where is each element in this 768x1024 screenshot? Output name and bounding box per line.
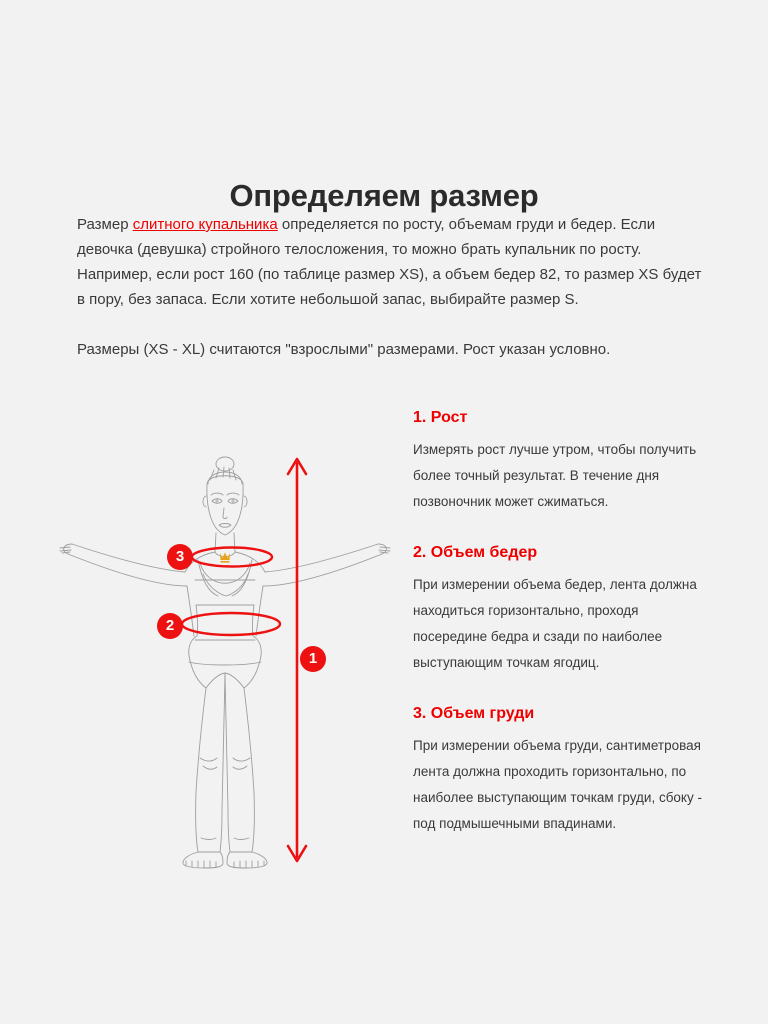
section-height xyxy=(413,408,703,515)
section-height-title: 1. Рост xyxy=(413,409,468,426)
section-height-body: Измерять рост лучше утром, чтобы получить более точный результат. В течение дня позвоночник может сжиматься. xyxy=(413,442,697,509)
badge-3-chest: 3 xyxy=(167,544,193,570)
chest-measure-ellipse xyxy=(192,548,272,567)
intro-paragraph-1 xyxy=(77,212,707,312)
section-chest-title: 3. Объем груди xyxy=(413,705,535,722)
brand-crown-logo-chest xyxy=(220,553,230,563)
page-title: Определяем размер xyxy=(229,177,539,213)
intro-paragraph-2: Размеры (XS - XL) считаются "взрослыми" размерами. Рост указан условно. xyxy=(77,341,611,358)
section-chest-body: При измерении объема груди, сантиметровая лента должна проходить горизонтально, по наиболее выступающим точкам груди, сбоку - под подмышечными впадинами. xyxy=(413,738,702,831)
intro-text-after-link: определяется по росту, объемам груди и бедер. Если девочка (девушка) стройного телосложения, то можно брать купальник по росту. Например, если рост 160 (по таблице размер XS), а объем бедер 82, то размер XS будет в пору, без запаса. Если хотите небольшой запас, выбирайте размер S. xyxy=(77,216,702,308)
intro-text-before-link: Размер xyxy=(77,216,133,233)
measurement-figure xyxy=(40,440,410,880)
swimsuit-link[interactable]: слитного купальника xyxy=(132,216,278,233)
female-figure-illustration xyxy=(40,440,410,880)
section-chest xyxy=(413,704,703,837)
section-hips xyxy=(413,543,703,676)
intro-block xyxy=(77,212,707,362)
measurement-sections xyxy=(413,408,703,837)
badge-2-hips: 2 xyxy=(157,613,183,639)
section-hips-body: При измерении объема бедер, лента должна находиться горизонтально, проходя посередине бедра и сзади по наиболее выступающим точкам ягодиц. xyxy=(413,577,697,670)
badge-1-height: 1 xyxy=(300,646,326,672)
hip-measure-ellipse xyxy=(182,613,280,635)
section-hips-title: 2. Объем бедер xyxy=(413,544,538,561)
